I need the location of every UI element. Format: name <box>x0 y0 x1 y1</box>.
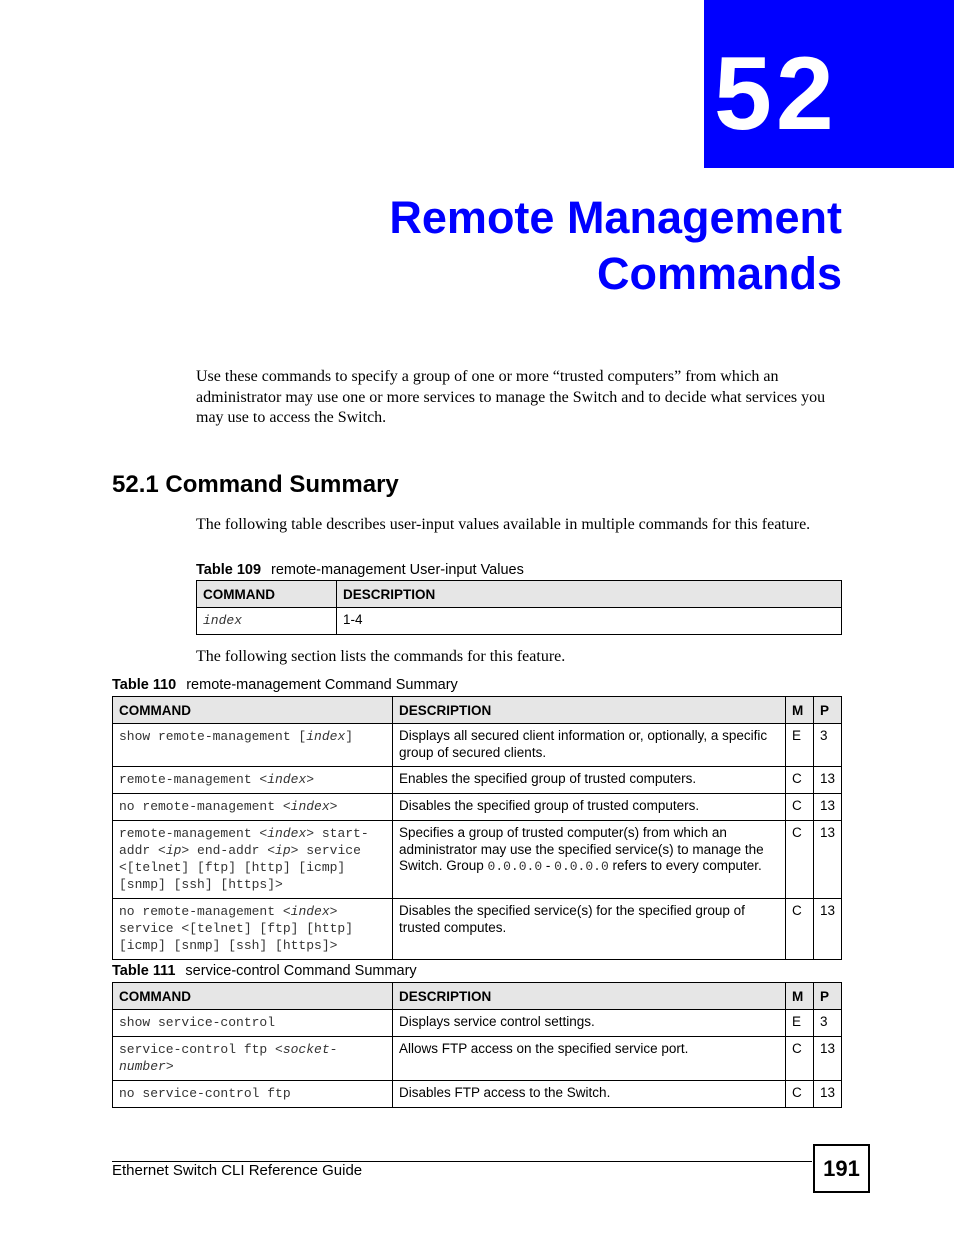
table-row <box>113 1037 842 1081</box>
description-cell: 1-4 <box>337 608 842 635</box>
privilege-cell: 13 <box>813 821 841 899</box>
header-command: COMMAND <box>113 697 393 724</box>
command-cell: no remote-management <index> <box>113 794 393 821</box>
chapter-title-line1: Remote Management <box>389 192 842 243</box>
table-111 <box>112 982 842 1108</box>
section-paragraph-1: The following table describes user-input values available in multiple commands for this feature. <box>196 516 811 533</box>
section-heading: 52.1 Command Summary <box>112 471 399 498</box>
table111-caption-text: service-control Command Summary <box>185 963 417 979</box>
mode-cell: C <box>785 899 813 960</box>
header-m: M <box>785 983 813 1010</box>
table-row <box>113 767 842 794</box>
table-row <box>197 608 842 635</box>
header-command: COMMAND <box>113 983 393 1010</box>
table111-caption <box>112 962 417 980</box>
privilege-cell: 13 <box>813 794 841 821</box>
header-description: DESCRIPTION <box>392 697 785 724</box>
command-cell: service-control ftp <socket-number> <box>113 1037 393 1081</box>
table110-caption-text: remote-management Command Summary <box>186 677 458 693</box>
command-cell: remote-management <index> start-addr <ip> end-addr <ip> service <[telnet] [ftp] [http] [icmp] [snmp] [ssh] [https]> <box>113 821 393 899</box>
mode-cell: E <box>785 1010 813 1037</box>
table-header-row <box>113 697 842 724</box>
chapter-title <box>142 190 842 302</box>
header-p: P <box>813 983 841 1010</box>
command-cell: remote-management <index> <box>113 767 393 794</box>
mode-cell: C <box>785 1037 813 1081</box>
mode-cell: E <box>785 724 813 767</box>
header-m: M <box>785 697 813 724</box>
description-cell: Disables FTP access to the Switch. <box>392 1081 785 1108</box>
mode-cell: C <box>785 767 813 794</box>
mode-cell: C <box>785 821 813 899</box>
mode-cell: C <box>785 794 813 821</box>
description-cell: Disables the specified group of trusted computers. <box>392 794 785 821</box>
header-command: COMMAND <box>197 581 337 608</box>
table-row <box>113 724 842 767</box>
page-number: 191 <box>813 1144 870 1193</box>
table-row <box>113 1010 842 1037</box>
header-p: P <box>813 697 841 724</box>
intro-paragraph: Use these commands to specify a group of one or more “trusted computers” from which an administrator may use one or more services to manage the Switch and to decide what services you may use to access the Switch. <box>196 368 826 426</box>
table-109 <box>196 580 842 635</box>
table-row <box>113 1081 842 1108</box>
privilege-cell: 13 <box>813 899 841 960</box>
table-row <box>113 899 842 960</box>
command-cell: no remote-management <index> service <[telnet] [ftp] [http] [icmp] [snmp] [ssh] [https]> <box>113 899 393 960</box>
description-cell: Displays service control settings. <box>392 1010 785 1037</box>
header-description: DESCRIPTION <box>337 581 842 608</box>
chapter-number: 52 <box>714 36 838 152</box>
description-cell: Specifies a group of trusted computer(s) from which an administrator may use the specified service(s) to manage the Switch. Group 0.0.0.0 - 0.0.0.0 refers to every computer. <box>392 821 785 899</box>
command-cell: index <box>197 608 337 635</box>
privilege-cell: 13 <box>813 767 841 794</box>
description-cell: Enables the specified group of trusted computers. <box>392 767 785 794</box>
table109-label: Table 109 <box>196 562 262 578</box>
header-description: DESCRIPTION <box>392 983 785 1010</box>
command-cell: show service-control <box>113 1010 393 1037</box>
table-header-row <box>113 983 842 1010</box>
description-cell: Disables the specified service(s) for the specified group of trusted computes. <box>392 899 785 960</box>
table-110 <box>112 696 842 960</box>
table109-caption <box>196 561 524 579</box>
mode-cell: C <box>785 1081 813 1108</box>
table110-label: Table 110 <box>112 677 177 693</box>
table-row <box>113 821 842 899</box>
table-row <box>113 794 842 821</box>
footer-guide-title: Ethernet Switch CLI Reference Guide <box>112 1162 363 1179</box>
privilege-cell: 3 <box>813 1010 841 1037</box>
section-paragraph-2: The following section lists the commands for this feature. <box>196 648 566 665</box>
description-cell: Displays all secured client information or, optionally, a specific group of secured clients. <box>392 724 785 767</box>
privilege-cell: 13 <box>813 1037 841 1081</box>
privilege-cell: 13 <box>813 1081 841 1108</box>
command-cell: no service-control ftp <box>113 1081 393 1108</box>
chapter-title-line2: Commands <box>596 248 842 299</box>
table109-caption-text: remote-management User-input Values <box>271 562 524 578</box>
table111-label: Table 111 <box>112 963 176 979</box>
table-header-row <box>197 581 842 608</box>
table110-caption <box>112 676 458 694</box>
command-cell: show remote-management [index] <box>113 724 393 767</box>
privilege-cell: 3 <box>813 724 841 767</box>
description-cell: Allows FTP access on the specified service port. <box>392 1037 785 1081</box>
